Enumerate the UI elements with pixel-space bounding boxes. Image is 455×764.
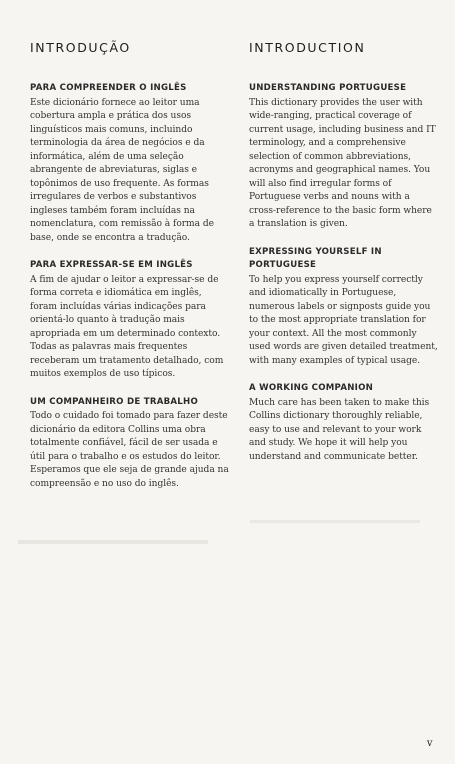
- section-heading: EXPRESSING YOURSELF IN PORTUGUESE: [249, 246, 382, 270]
- section-heading: PARA COMPREENDER O INGLÊS: [30, 83, 187, 93]
- section-companheiro: [30, 396, 230, 492]
- section-heading: PARA EXPRESSAR-SE EM INGLÊS: [30, 260, 193, 270]
- section-body: Much care has been taken to make this Collins dictionary thoroughly reliable, easy to use and relevant to your work and study. We hope it will help you understand and communicate better.: [249, 397, 430, 462]
- section-body: A fim de ajudar o leitor a expressar-se de forma correta e idiomática em inglês, foram incluídas várias indicações para orientá-lo quanto à tradução mais apropriada em um determinado contexto. Todas as palavras mais frequentes receberam um tratamento detalhado, com muitos exemplos de uso típicos.: [30, 274, 224, 379]
- section-understanding: [249, 82, 439, 232]
- section-expressar: [30, 259, 230, 382]
- section-expressing: [249, 246, 439, 369]
- section-body: Este dicionário fornece ao leitor uma cobertura ampla e prática dos usos linguísticos mais comuns, incluindo terminologia da área de negócios e da informática, além de uma seleção abrangente de abreviaturas, siglas e topônimos de uso frequente. As formas irregulares de verbos e substantivos ingleses também foram incluídas na nomenclatura, com remissão à forma de base, onde se encontra a tradução.: [30, 97, 214, 243]
- intro-title-en: INTRODUCTION: [249, 40, 366, 55]
- section-body: Todo o cuidado foi tomado para fazer deste dicionário da editora Collins uma obra totalmente confiável, fácil de ser usada e útil para o trabalho e os estudos do leitor. Esperamos que ele seja de grande ajuda na compreensão e no uso do inglês.: [30, 411, 229, 489]
- section-working-companion: [249, 382, 439, 464]
- section-heading: UNDERSTANDING PORTUGUESE: [249, 83, 407, 93]
- section-body: To help you express yourself correctly and idiomatically in Portuguese, numerous labels or signposts guide you to the most appropriate translation for your context. All the most commonly used words are given detailed treatment, with many examples of typical usage.: [249, 274, 438, 366]
- page-number: v: [426, 738, 433, 749]
- portuguese-column: [30, 40, 230, 505]
- section-heading: UM COMPANHEIRO DE TRABALHO: [30, 396, 199, 407]
- section-body: This dictionary provides the user with wide-ranging, practical coverage of current usage, including business and IT terminology, and a comprehensive selection of common abbreviations, acronyms and geographical names. You will also find irregular forms of Portuguese verbs and nouns with a cross-reference to the basic form where a translation is given.: [249, 97, 436, 229]
- section-compreender: [30, 82, 230, 245]
- intro-title-pt: INTRODUÇÃO: [30, 40, 131, 55]
- english-column: [249, 40, 439, 478]
- section-heading: A WORKING COMPANION: [249, 383, 374, 393]
